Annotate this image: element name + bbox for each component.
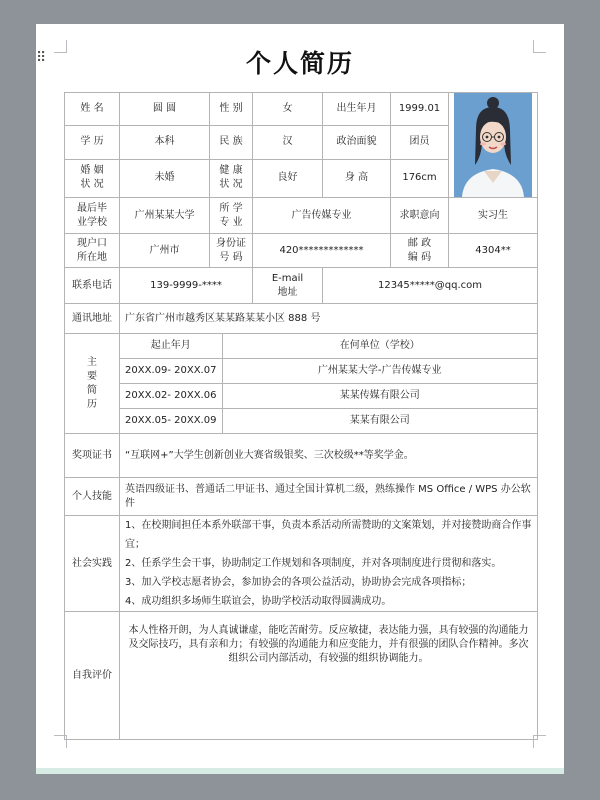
school-label: 最后毕 业学校	[65, 198, 120, 234]
major-value[interactable]: 广告传媒专业	[253, 198, 391, 234]
political-value[interactable]: 团员	[391, 126, 449, 159]
hukou-value[interactable]: 广州市	[120, 234, 210, 268]
major-label: 所 学 专 业	[210, 198, 253, 234]
name-value[interactable]: 圆 圆	[120, 93, 210, 126]
experience-cell	[120, 334, 538, 434]
address-value[interactable]: 广东省广州市越秀区某某路某某小区 888 号	[120, 304, 538, 334]
skills-value[interactable]: 英语四级证书、普通话二甲证书、通过全国计算机二级，熟练操作 MS Office / WPS 办公软件	[120, 478, 538, 516]
practice-value[interactable]	[120, 516, 538, 612]
experience-org[interactable]: 某某传媒有限公司	[222, 384, 537, 409]
ethnic-value[interactable]: 汉	[253, 126, 323, 159]
hukou-label: 现户口 所在地	[65, 234, 120, 268]
practice-item: 3、加入学校志愿者协会，参加协会的各项公益活动，协助协会完成各项指标；	[125, 577, 472, 588]
phone-value[interactable]: 139-9999-****	[120, 268, 253, 304]
postal-value[interactable]: 4304**	[449, 234, 538, 268]
experience-period[interactable]: 20XX.05- 20XX.09	[120, 409, 222, 434]
experience-org[interactable]: 某某有限公司	[222, 409, 537, 434]
height-label: 身 高	[323, 159, 391, 197]
education-value[interactable]: 本科	[120, 126, 210, 159]
address-label: 通讯地址	[65, 304, 120, 334]
practice-item: 4、成功组织多场师生联谊会，协助学校活动取得圆满成功。	[125, 596, 392, 607]
experience-header-period: 起止年月	[120, 334, 222, 359]
school-value[interactable]: 广州某某大学	[120, 198, 210, 234]
political-label: 政治面貌	[323, 126, 391, 159]
email-label: E-mail 地址	[253, 268, 323, 304]
self-eval-value[interactable]: 本人性格开朗，为人真诚谦虚，能吃苦耐劳。反应敏捷，表达能力强，具有较强的沟通能力及交际技巧，具有亲和力；有较强的沟通能力和应变能力，并有很强的团队合作精神。多次组织公司内部活动，有较强的组织协调能力。	[120, 612, 538, 740]
gender-label: 性 别	[210, 93, 253, 126]
practice-item: 2、任系学生会干事，协助制定工作规划和各项制度，并对各项制度进行贯彻和落实。	[125, 558, 502, 569]
practice-label: 社会实践	[65, 516, 120, 612]
experience-table	[120, 334, 537, 433]
experience-row	[120, 384, 537, 409]
email-value[interactable]: 12345*****@qq.com	[323, 268, 538, 304]
health-label: 健 康 状 况	[210, 159, 253, 197]
experience-label: 主 要 简 历	[65, 334, 120, 434]
gender-value[interactable]: 女	[253, 93, 323, 126]
drag-handle-icon[interactable]: ⠿	[36, 50, 45, 66]
photo-cell[interactable]	[449, 93, 538, 198]
ethnic-label: 民 族	[210, 126, 253, 159]
page-title: 个人简历	[245, 49, 354, 78]
experience-row	[120, 359, 537, 384]
phone-label: 联系电话	[65, 268, 120, 304]
skills-label: 个人技能	[65, 478, 120, 516]
experience-period[interactable]: 20XX.02- 20XX.06	[120, 384, 222, 409]
resume-table	[64, 92, 538, 740]
id-label: 身份证 号 码	[210, 234, 253, 268]
experience-org[interactable]: 广州某某大学-广告传媒专业	[222, 359, 537, 384]
birth-label: 出生年月	[323, 93, 391, 126]
experience-period[interactable]: 20XX.09- 20XX.07	[120, 359, 222, 384]
portrait-photo	[454, 93, 532, 197]
id-value[interactable]: 420*************	[253, 234, 391, 268]
page-footer-strip	[36, 768, 564, 774]
awards-value[interactable]: “互联网+”大学生创新创业大赛省级银奖、三次校级**等奖学金。	[120, 434, 538, 478]
awards-label: 奖项证书	[65, 434, 120, 478]
job-intent-label: 求职意向	[391, 198, 449, 234]
self-eval-label: 自我评价	[65, 612, 120, 740]
experience-header-org: 在何单位（学校）	[222, 334, 537, 359]
marital-value[interactable]: 未婚	[120, 159, 210, 197]
resume-page	[36, 24, 564, 768]
marital-label: 婚 姻 状 况	[65, 159, 120, 197]
height-value[interactable]: 176cm	[391, 159, 449, 197]
postal-label: 邮 政 编 码	[391, 234, 449, 268]
job-intent-value[interactable]: 实习生	[449, 198, 538, 234]
name-label: 姓 名	[65, 93, 120, 126]
experience-row	[120, 409, 537, 434]
health-value[interactable]: 良好	[253, 159, 323, 197]
birth-value[interactable]: 1999.01	[391, 93, 449, 126]
education-label: 学 历	[65, 126, 120, 159]
practice-item: 1、在校期间担任本系外联部干事，负责本系活动所需赞助的文案策划，并对接赞助商合作事宜；	[125, 520, 532, 550]
